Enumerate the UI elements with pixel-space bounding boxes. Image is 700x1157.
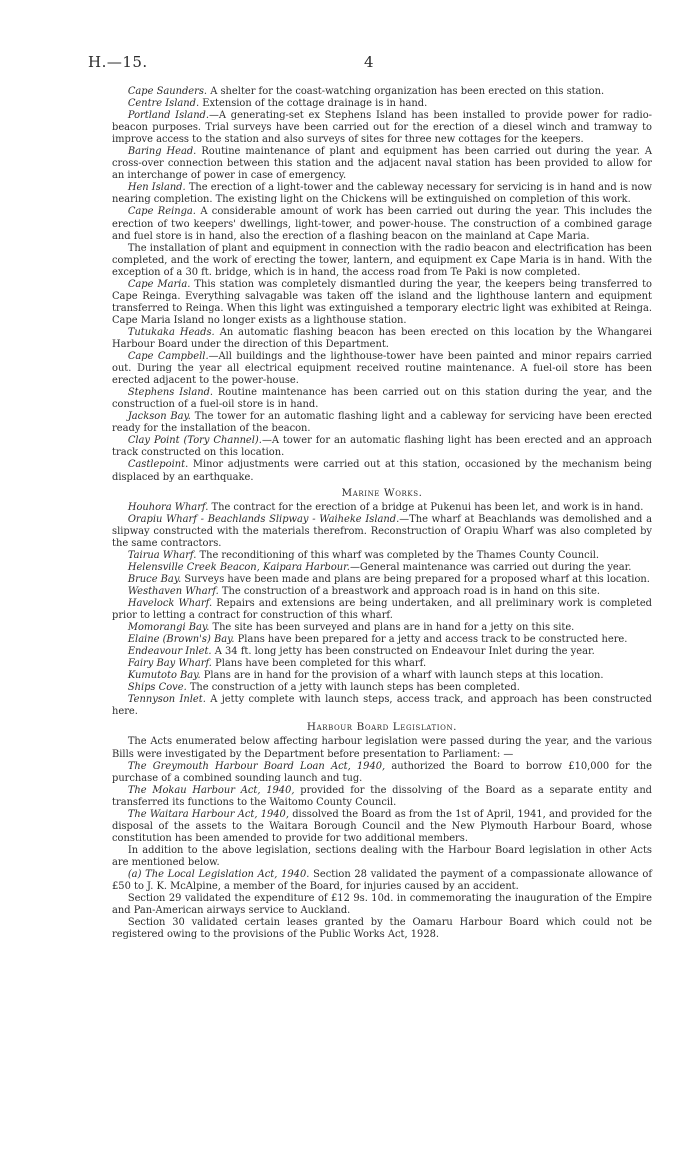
paragraph xyxy=(112,634,652,646)
paragraph xyxy=(112,586,652,598)
paragraph xyxy=(112,110,652,146)
paragraph-text: —General maintenance was carried out during the year. xyxy=(349,561,632,573)
marine-works-heading: Marine Works. xyxy=(341,486,423,499)
paragraph-lead: Houhora Wharf. xyxy=(127,501,209,513)
paragraph-lead: Castlepoint. xyxy=(127,459,189,471)
paragraph-text: Extension of the cottage drainage is in hand. xyxy=(202,98,428,110)
paragraph-lead: The Waitara Harbour Act, 1940, xyxy=(127,808,289,820)
paragraph-lead: Momorangi Bay. xyxy=(127,622,210,634)
paragraph-text: The tower for an automatic flashing light and a cableway for servicing have been erected ready for the installation of the beacon. xyxy=(112,411,653,435)
paragraph-text: Repairs and extensions are being undertaken, and all preliminary work is completed prior to letting a contract for construction of this wharf. xyxy=(112,597,652,622)
paragraph xyxy=(112,694,652,718)
paragraph xyxy=(112,387,652,411)
paragraph xyxy=(112,917,652,941)
paragraph xyxy=(112,279,652,327)
paragraph-lead: Fairy Bay Wharf. xyxy=(127,658,212,670)
paragraph-lead: Cape Maria. xyxy=(127,278,191,290)
paragraph-lead: Baring Head. xyxy=(127,146,197,158)
paragraph-lead: Kumutoto Bay. xyxy=(127,670,201,682)
paragraph xyxy=(112,658,652,670)
paragraph xyxy=(112,761,652,785)
paragraph-text: dissolved the Board as from the 1st of April, 1941, and provided for the disposal of the assets to the Waitara Borough Council and the New Plymouth Harbour Board, whose constitution has been amended to provide for two additional members. xyxy=(112,808,652,844)
paragraph-text: An automatic flashing beacon has been erected on this location by the Whangarei Harbour Board under the direction of this Department. xyxy=(112,326,652,350)
paragraph-lead: Bruce Bay. xyxy=(127,573,182,585)
paragraph xyxy=(112,845,652,869)
paragraph-lead: Helensville Creek Beacon, Kaipara Harbour. xyxy=(127,561,350,573)
parliamentary-paper-ref: H.—15. xyxy=(88,53,148,71)
paragraph xyxy=(112,146,652,182)
paragraph-lead: (a) The Local Legislation Act, 1940. xyxy=(127,869,310,880)
paragraph-text: Section 28 validated the payment of a compassionate allowance of £50 to J. K. McAlpine, a member of the Board, for injuries caused by an accident. xyxy=(112,869,653,893)
paragraph-lead: Westhaven Wharf. xyxy=(127,585,219,597)
paragraph-text: The construction of a breastwork and approach road is in hand on this site. xyxy=(221,585,600,597)
paragraph-lead: Tairua Wharf. xyxy=(127,549,197,561)
paragraph-lead: Hen Island. xyxy=(127,182,186,194)
paragraph xyxy=(112,869,652,893)
paragraph-lead: Tennyson Inlet. xyxy=(127,694,206,706)
paragraph xyxy=(112,514,652,550)
paragraph-lead: The Greymouth Harbour Board Loan Act, 1940, xyxy=(127,760,386,772)
paragraph-lead: Cape Campbell. xyxy=(127,351,209,363)
paragraph-text: Plans are in hand for the provision of a wharf with launch steps at this location. xyxy=(203,670,604,682)
paragraph-lead: Centre Island. xyxy=(127,98,200,110)
paragraph-text: The Acts enumerated below affecting harbour legislation were passed during the year, and the various Bills were investigated by the Department before presentation to Parliament: — xyxy=(112,736,652,760)
paragraph-text: —The wharf at Beachlands was demolished and a slipway constructed with the materials therefrom. Reconstruction of Orapiu Wharf was also completed by the same contractors. xyxy=(112,513,652,549)
paragraph-lead: Portland Island. xyxy=(127,110,210,122)
paragraph-lead: Cape Saunders. xyxy=(127,86,208,97)
paragraph xyxy=(112,646,652,658)
paragraph-text: Routine maintenance of plant and equipment has been carried out during the year. A cross-over connection between this station and the adjacent naval station has been provided to allow for an interchange of power in case of emergency. xyxy=(112,146,652,182)
paragraph-text: —A tower for an automatic flashing light has been erected and an approach track constructed on this location. xyxy=(112,435,652,459)
paragraph-text: The construction of a jetty with launch steps has been completed. xyxy=(189,682,520,694)
page-number: 4 xyxy=(364,53,374,71)
paragraph-text: —All buildings and the lighthouse-tower have been painted and minor repairs carried out. During the year all electrical equipment received routine maintenance. A fuel-oil store has been erected adjacent to the power-house. xyxy=(112,351,652,387)
paragraph-text: Surveys have been made and plans are being prepared for a proposed wharf at this location. xyxy=(184,573,650,585)
paragraph-text: authorized the Board to borrow £10,000 for the purchase of a combined sounding launch and tug. xyxy=(112,760,652,784)
paragraph-lead: Elaine (Brown's) Bay. xyxy=(127,634,235,646)
paragraph-text: The erection of a light-tower and the cableway necessary for servicing is in hand and is now nearing completion. The existing light on the Chickens will be extinguished on completion of this work. xyxy=(112,182,652,206)
paragraph xyxy=(112,598,652,622)
lighthouse-section xyxy=(112,86,652,484)
paragraph xyxy=(112,785,652,809)
paragraph-lead: Endeavour Inlet. xyxy=(127,646,212,658)
page-header xyxy=(88,53,648,73)
paragraph-lead: Clay Point (Tory Channel). xyxy=(127,435,262,447)
paragraph-lead: Jackson Bay. xyxy=(127,411,191,423)
paragraph xyxy=(112,550,652,562)
paragraph xyxy=(112,736,652,760)
paragraph-lead: Orapiu Wharf - Beachlands Slipway - Waiheke Island. xyxy=(127,513,400,525)
paragraph-text: Section 30 validated certain leases granted by the Oamaru Harbour Board which could not be registered owing to the provisions of the Public Works Act, 1928. xyxy=(112,917,652,941)
paragraph xyxy=(112,411,652,435)
paragraph-lead: Ships Cove. xyxy=(127,682,187,694)
paragraph xyxy=(112,893,652,917)
paragraph-lead: Havelock Wharf. xyxy=(127,597,213,609)
paragraph-text: —A generating-set ex Stephens Island has been installed to provide power for radio-beacon purposes. Trial surveys have been carried out for the erection of a diesel winch and tramway to improve access to the station and also surveys of sites for three new cottages for the keepers. xyxy=(112,110,652,146)
paragraph xyxy=(112,86,652,98)
paragraph-lead: Cape Reinga. xyxy=(127,206,196,218)
paragraph-lead: Tutukaka Heads. xyxy=(127,326,215,338)
paragraph xyxy=(112,351,652,387)
paragraph-text: In addition to the above legislation, sections dealing with the Harbour Board legislation in other Acts are mentioned below. xyxy=(112,844,652,868)
paragraph xyxy=(112,809,652,845)
paragraph-text: Minor adjustments were carried out at this station, occasioned by the mechanism being displaced by an earthquake. xyxy=(112,459,653,483)
paragraph-text: The installation of plant and equipment in connection with the radio beacon and electrification has been completed, and the work of erecting the tower, lantern, and equipment ex Cape Maria is in hand. With the exception of a 30 ft. bridge, which is in hand, the access road from Te Paki is now completed. xyxy=(112,242,652,278)
paragraph-text: Plans have been prepared for a jetty and access track to be constructed here. xyxy=(237,634,628,646)
paragraph-text: The reconditioning of this wharf was completed by the Thames County Council. xyxy=(199,549,600,561)
paragraph-text: Section 29 validated the expenditure of £12 9s. 10d. in commemorating the inauguration of the Empire and Pan-American airways service to Auckland. xyxy=(112,893,652,917)
paragraph xyxy=(112,243,652,279)
paragraph-text: Routine maintenance has been carried out on this station during the year, and the construction of a fuel-oil store is in hand. xyxy=(112,387,652,411)
paragraph-text: A shelter for the coast-watching organization has been erected on this station. xyxy=(210,86,605,97)
paragraph-text: A jetty complete with launch steps, access track, and approach has been constructed here. xyxy=(112,694,653,718)
marine-works-section xyxy=(112,502,652,719)
paragraph-lead: The Mokau Harbour Act, 1940, xyxy=(127,784,295,796)
paragraph-lead: Stephens Island. xyxy=(127,387,214,399)
paragraph xyxy=(112,682,652,694)
paragraph xyxy=(112,574,652,586)
paragraph-text: A 34 ft. long jetty has been constructed on Endeavour Inlet during the year. xyxy=(214,646,595,658)
document-body xyxy=(112,86,652,941)
paragraph xyxy=(112,327,652,351)
harbour-board-legislation-heading: Harbour Board Legislation. xyxy=(306,721,458,734)
paragraph xyxy=(112,206,652,242)
paragraph xyxy=(112,459,652,483)
paragraph xyxy=(112,182,652,206)
paragraph-text: The site has been surveyed and plans are in hand for a jetty on this site. xyxy=(212,622,575,634)
paragraph-text: provided for the dissolving of the Board as a separate entity and transferred its functions to the Waitomo County Council. xyxy=(112,784,653,808)
paragraph xyxy=(112,435,652,459)
harbour-legislation-section xyxy=(112,736,652,941)
paragraph xyxy=(112,98,652,110)
paragraph xyxy=(112,502,652,514)
paragraph-text: This station was completely dismantled during the year, the keepers being transferred to Cape Reinga. Everything salvagable was taken off the island and the lighthouse lantern and equipment transferred to Reinga. When this light was extinguished a temporary electric light was exhibited at Reinga. Cape Maria Island no longer exists as a lighthouse station. xyxy=(112,278,653,326)
paragraph-text: Plans have been completed for this wharf. xyxy=(215,658,427,670)
paragraph-text: A considerable amount of work has been carried out during the year. This includes the erection of two keepers' dwellings, light-tower, and power-house. The construction of a combined garage and fuel store is in hand, also the erection of a flashing beacon on the mainland at Cape Maria. xyxy=(112,206,652,242)
paragraph xyxy=(112,670,652,682)
paragraph-text: The contract for the erection of a bridge at Pukenui has been let, and work is in hand. xyxy=(211,501,644,513)
paragraph xyxy=(112,622,652,634)
paragraph xyxy=(112,562,652,574)
